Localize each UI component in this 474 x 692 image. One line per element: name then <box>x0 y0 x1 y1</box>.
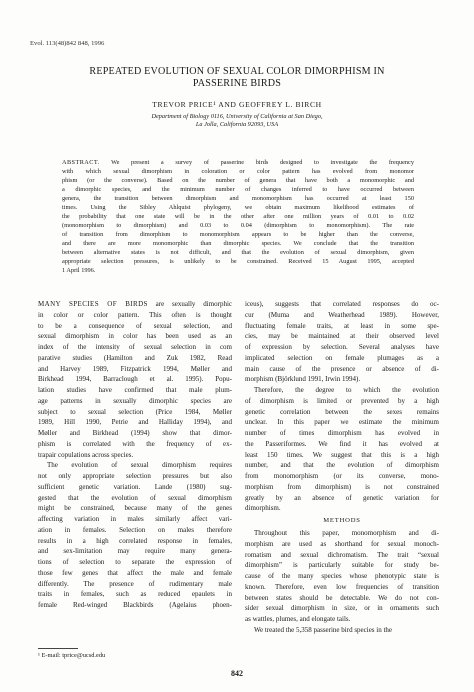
body-line: romatism and sexual dichromatism. The trait “sexual <box>245 550 439 559</box>
body-line: the Passeriformes. We find it has evolved at <box>245 439 439 448</box>
body-line: main cause of the presence or absence of di- <box>245 364 439 373</box>
body-line: to be a consequence of sexual selection, and <box>38 321 232 330</box>
body-line: not only appropriate selection pressures but also <box>38 472 232 480</box>
body-line: dimorphism” is particularly suitable for study be- <box>245 561 439 570</box>
body-line: phism is correlated with the frequency of ex- <box>38 439 232 448</box>
body-line: known. Therefore, even low frequencies of transition <box>245 582 439 591</box>
article-title <box>40 66 434 89</box>
body-line: We treated the 5,358 passerine bird species in the <box>254 625 393 634</box>
abstract-label: ABSTRACT. <box>62 159 100 166</box>
abstract-line: 1 April 1996. <box>62 267 96 274</box>
body-line: 1989, Hill 1990, Petrie and Halliday 1994), and <box>38 418 232 427</box>
body-line: and Harvey 1989, Fitzpatrick 1994, Møller and <box>38 364 232 373</box>
abstract-line: (monomorphism to dimorphism) and 0.03 to 0.04 (dimorphism to monomorphism). The rate <box>62 222 414 229</box>
abstract-line: appropriate selection pressures, is unlikely to be constrained. Received 15 August 1995, accepted <box>62 258 414 265</box>
abstract-line: a dimorphic species, and the minimum number of changes inferred to have occurred between <box>62 186 414 193</box>
body-line: subject to sexual selection (Price 1984, Møller <box>38 407 232 416</box>
body-line: of dimorphism is limited or prevented by a high <box>245 396 439 405</box>
abstract-line: times. Using the Sibley Ahlquist phylogeny, we obtain maximum likelihood estimates of <box>62 204 414 211</box>
body-line: sexual dimorphism in color has been used as an <box>38 332 232 341</box>
affiliation-line: La Jolla, California 92093, USA <box>195 121 279 129</box>
body-line: number, and that the evolution of dimorphism <box>245 461 439 470</box>
body-line: morphism (Björklund 1991, Irwin 1994). <box>245 375 361 384</box>
footnote-divider <box>38 648 78 649</box>
abstract-line: of transition from dimorphism to monomorphism appears to be higher than the converse, <box>62 231 414 238</box>
body-line: lation studies have confirmed that male plum- <box>38 386 232 394</box>
body-line: female Red-winged Blackbirds (Agelaius phoen- <box>38 601 232 609</box>
body-line: index of the intensity of sexual selection in com <box>38 343 232 351</box>
abstract <box>62 158 414 275</box>
lead-smallcaps: MANY SPECIES OF BIRDS <box>38 300 148 308</box>
body-line: fluctuating female traits, at least in some spe- <box>245 321 439 330</box>
lead-rest: are sexually dimorphic <box>147 300 232 308</box>
page-number: 842 <box>231 669 243 678</box>
body-line: number of times dimorphism has evolved in <box>245 429 439 437</box>
body-line: cies, may be maintained at their observed level <box>245 332 439 341</box>
title-line: PASSERINE BIRDS <box>192 77 282 89</box>
body-line: The evolution of sexual dimorphism requires <box>47 461 232 470</box>
body-line: age patterns in sexually dimorphic species are <box>38 396 232 405</box>
footnote: ¹ E-mail: tprice@ucsd.edu <box>38 652 106 659</box>
abstract-line: between alternative states is not difficult, and that the evolution of sexual dimorphism, given <box>62 249 414 256</box>
left-column <box>38 299 232 611</box>
body-line: traits in females, such as reduced epaulets in <box>38 590 232 599</box>
body-line: Møller and Birkhead (1994) show that dimor- <box>38 429 232 437</box>
body-line: as wattles, plumes, and elongate tails. <box>245 615 351 623</box>
body-line: differently. The presence of rudimentary male <box>38 579 232 588</box>
body-line: implicated selection on female plumages as a <box>245 353 439 362</box>
author-list: TREVOR PRICE¹ AND GEOFFREY L. BIRCH <box>152 100 322 109</box>
body-line: gested that the evolution of sexual dimorphism <box>38 493 232 502</box>
affiliation-line: Department of Biology 0116, University of California at San Diego, <box>151 113 323 120</box>
body-line: Therefore, the degree to which the evolution <box>254 386 439 394</box>
body-line: iceus), suggests that correlated responses do oc- <box>245 300 439 308</box>
body-line: results in a high correlated response in females, <box>38 536 232 545</box>
body-line: morphism are used as shorthand for sexual monoch- <box>245 539 439 548</box>
title-line: REPEATED EVOLUTION OF SEXUAL COLOR DIMORPHISM IN <box>89 66 385 77</box>
journal-citation: Evol. 113(48)842 848, 1996 <box>30 40 105 47</box>
abstract-line: and there are more monomorphic than dimorphic species. We conclude that the transition <box>62 240 414 247</box>
body-line: dimorphism. <box>245 504 281 513</box>
affiliation <box>40 113 434 130</box>
abstract-line: phism (or the converse). Based on the number of genera that have both a monomorphic and <box>62 177 414 184</box>
body-line: morphism from dimorphism) is not constrained <box>245 482 439 491</box>
body-line: in color or color pattern. This often is thought <box>38 310 232 319</box>
body-line: Throughout this paper, monomorphism and di- <box>254 529 439 537</box>
body-line: sufficient genetic variation. Lande (1980) sug- <box>38 482 232 491</box>
body-line: genetic correlation between the sexes remains <box>245 407 439 416</box>
body-line: least 150 times. We suggest that this is a high <box>245 450 439 459</box>
body-line: of expression by selection. Several analyses have <box>245 343 439 351</box>
body-line: might be constrained, because many of the genes <box>38 504 232 513</box>
body-line: cause of the many species whose phenotypic state is <box>245 572 439 580</box>
body-line: tions of selection to separate the expression of <box>38 558 232 566</box>
body-line: from monomorphism (or its converse, mono- <box>245 472 439 480</box>
body-line: parative studies (Hamilton and Zuk 1982, Read <box>38 353 232 362</box>
body-line: trapair copulations across species. <box>38 450 134 459</box>
abstract-line <box>62 158 414 167</box>
body-line: between states should be detectable. We do not con- <box>245 593 439 602</box>
body-line: sider sexual dimorphism in size, or in ornaments such <box>245 604 439 613</box>
right-column <box>245 299 439 636</box>
methods-heading: METHODS <box>323 517 361 524</box>
abstract-line: genera, the transition between dimorphism and monomorphism has occurred at least 150 <box>62 195 414 202</box>
body-line: affecting variation in males similarly affect vari- <box>38 515 232 523</box>
body-line: unclear. In this paper we estimate the minimum <box>245 418 439 427</box>
abstract-line: with which sexual dimorphism in coloration or color pattern has evolved from monomor <box>62 168 414 175</box>
body-line: greatly by an absence of genetic variation for <box>245 493 439 502</box>
body-line: ation in females. Selection on males therefore <box>38 525 232 534</box>
body-line: Birkhead 1994, Barraclough et al. 1995). Popu- <box>38 375 232 384</box>
body-line: cur (Muma and Weatherhead 1989). However, <box>245 310 439 319</box>
abstract-line-text: We present a survey of passerine birds designed to investigate the frequency <box>111 159 414 166</box>
body-line: and sex-limitation may require many genera- <box>38 547 232 556</box>
abstract-line: the probability that one state will be in the other after one million years of 0.01 to 0.02 <box>62 213 414 220</box>
body-line <box>38 299 232 310</box>
body-line: those few genes that affect the male and female <box>38 568 232 577</box>
